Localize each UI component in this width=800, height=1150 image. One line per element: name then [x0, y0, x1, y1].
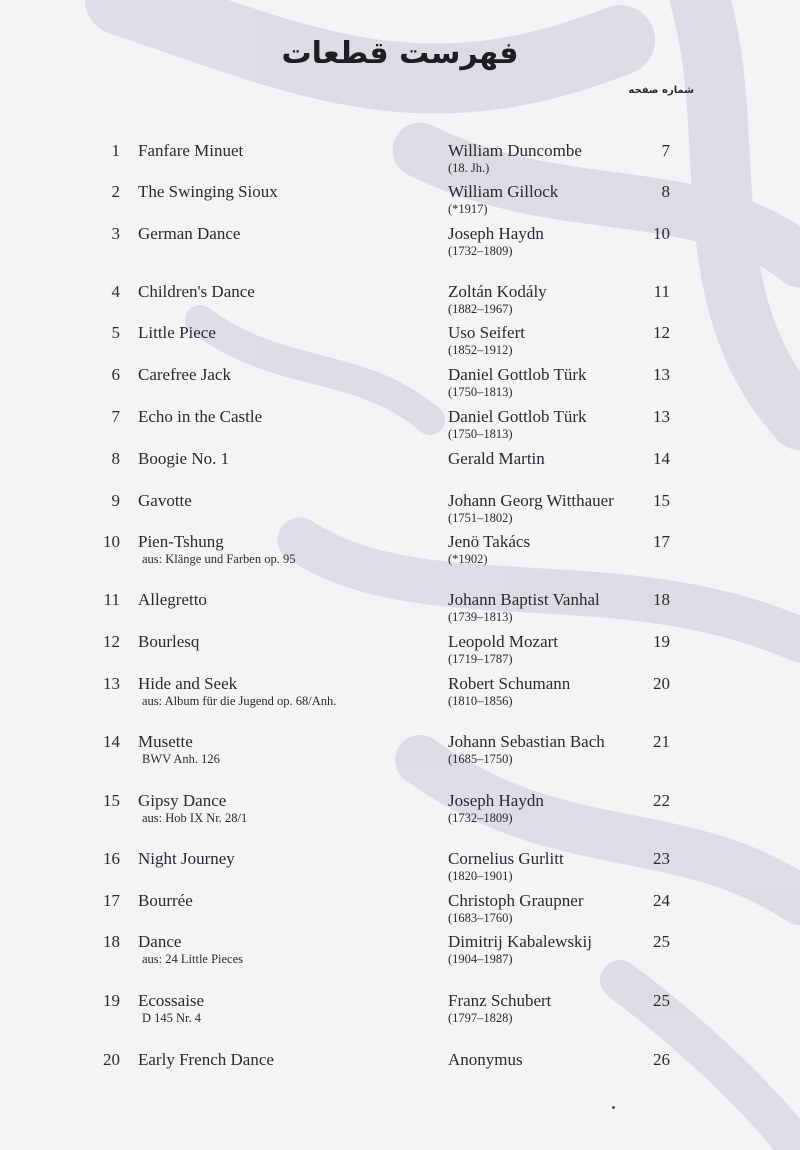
entry-title: Dance — [138, 932, 182, 951]
entry-composer: Daniel Gottlob Türk — [448, 365, 587, 384]
entry-composer: William Gillock — [448, 182, 559, 201]
toc-entry[interactable] — [0, 532, 800, 582]
entry-years: (1882–1967) — [448, 302, 513, 316]
entry-page: 12 — [653, 323, 670, 342]
entry-composer: Johann Baptist Vanhal — [448, 590, 600, 609]
entry-number: 6 — [111, 365, 120, 384]
entry-title: Allegretto — [138, 590, 207, 609]
entry-page: 15 — [653, 491, 670, 510]
entry-composer: Joseph Haydn — [448, 224, 544, 243]
toc-entry[interactable] — [0, 991, 800, 1041]
page-title: فهرست قطعات — [281, 36, 519, 71]
entry-title: Children's Dance — [138, 282, 255, 301]
toc-entry[interactable] — [0, 791, 800, 841]
entry-page: 13 — [653, 407, 670, 426]
toc-entry[interactable] — [0, 932, 800, 982]
entry-title: Musette — [138, 732, 193, 751]
entry-years: (1820–1901) — [448, 869, 513, 883]
entry-number: 13 — [103, 674, 120, 693]
entry-composer: Johann Georg Witthauer — [448, 491, 614, 510]
entry-number: 7 — [111, 407, 120, 426]
entry-title: Ecossaise — [138, 991, 205, 1010]
entry-page: 26 — [653, 1050, 670, 1069]
entry-number: 2 — [111, 182, 120, 201]
entry-years: (1750–1813) — [448, 385, 513, 399]
entry-title: Echo in the Castle — [138, 407, 263, 426]
page-column-header: شماره صفحه — [628, 85, 694, 96]
entry-composer: Uso Seifert — [448, 323, 525, 342]
entry-title: Early French Dance — [138, 1050, 274, 1069]
entry-years: (18. Jh.) — [448, 161, 490, 175]
toc-entry[interactable] — [0, 1050, 800, 1100]
entry-page: 22 — [653, 791, 670, 810]
entry-composer: Daniel Gottlob Türk — [448, 407, 587, 426]
entry-title: Carefree Jack — [138, 365, 231, 384]
entry-composer: Johann Sebastian Bach — [448, 732, 605, 751]
entry-title: Little Piece — [138, 323, 216, 342]
entry-subtitle: aus: Hob IX Nr. 28/1 — [142, 811, 248, 825]
entry-title: Hide and Seek — [138, 674, 238, 693]
entry-number: 15 — [103, 791, 120, 810]
toc-entry[interactable] — [0, 732, 800, 782]
page-speck — [612, 1106, 615, 1109]
toc-entry[interactable] — [0, 224, 800, 274]
entry-page: 17 — [653, 532, 670, 551]
entry-number: 11 — [103, 590, 120, 609]
entry-composer: Dimitrij Kabalewskij — [448, 932, 593, 951]
entry-years: (1732–1809) — [448, 811, 513, 825]
entry-years: (1904–1987) — [448, 952, 513, 966]
entry-number: 20 — [103, 1050, 120, 1069]
entry-years: (*1917) — [448, 202, 488, 216]
entry-years: (1685–1750) — [448, 752, 513, 766]
entry-title: German Dance — [138, 224, 241, 243]
entry-title: The Swinging Sioux — [138, 182, 278, 201]
entry-title: Gavotte — [138, 491, 192, 510]
entry-title: Bourlesq — [138, 632, 200, 651]
entry-composer: Leopold Mozart — [448, 632, 558, 651]
entry-years: (1810–1856) — [448, 694, 513, 708]
entry-subtitle: D 145 Nr. 4 — [142, 1011, 202, 1025]
entry-subtitle: aus: Klänge und Farben op. 95 — [142, 552, 296, 566]
entry-page: 23 — [653, 849, 670, 868]
entry-page: 25 — [653, 991, 670, 1010]
entry-number: 14 — [103, 732, 120, 751]
entry-number: 5 — [111, 323, 120, 342]
entry-title: Gipsy Dance — [138, 791, 227, 810]
entry-title: Bourrée — [138, 891, 193, 910]
entry-subtitle: aus: Album für die Jugend op. 68/Anh. — [142, 694, 337, 708]
entry-number: 3 — [111, 224, 120, 243]
entry-title: Night Journey — [138, 849, 235, 868]
entry-title: Boogie No. 1 — [138, 449, 230, 468]
entry-title: Fanfare Minuet — [138, 141, 244, 160]
entry-page: 11 — [653, 282, 670, 301]
entry-page: 10 — [653, 224, 670, 243]
entry-composer: Cornelius Gurlitt — [448, 849, 564, 868]
entry-composer: Gerald Martin — [448, 449, 545, 468]
entry-number: 12 — [103, 632, 120, 651]
entry-page: 7 — [661, 141, 670, 160]
entry-number: 1 — [111, 141, 120, 160]
entry-composer: Robert Schumann — [448, 674, 571, 693]
entry-page: 19 — [653, 632, 670, 651]
entry-composer: Anonymus — [448, 1050, 523, 1069]
entry-page: 18 — [653, 590, 670, 609]
entry-years: (1797–1828) — [448, 1011, 513, 1025]
entry-number: 19 — [103, 991, 120, 1010]
entry-page: 25 — [653, 932, 670, 951]
entry-years: (1750–1813) — [448, 427, 513, 441]
toc-entry[interactable] — [0, 674, 800, 724]
entry-number: 8 — [111, 449, 120, 468]
entry-composer: Jenö Takács — [448, 532, 531, 551]
entry-composer: Franz Schubert — [448, 991, 552, 1010]
entry-page: 13 — [653, 365, 670, 384]
entry-composer: Christoph Graupner — [448, 891, 584, 910]
entry-page: 20 — [653, 674, 670, 693]
entry-number: 4 — [111, 282, 120, 301]
entry-subtitle: aus: 24 Little Pieces — [142, 952, 244, 966]
entry-years: (1739–1813) — [448, 610, 513, 624]
entry-composer: William Duncombe — [448, 141, 582, 160]
entry-page: 24 — [653, 891, 670, 910]
entry-page: 8 — [661, 182, 670, 201]
entry-years: (1852–1912) — [448, 343, 513, 357]
entry-page: 14 — [653, 449, 670, 468]
entry-page: 21 — [653, 732, 670, 751]
entry-years: (1683–1760) — [448, 911, 513, 925]
entry-number: 17 — [103, 891, 120, 910]
entry-composer: Zoltán Kodály — [448, 282, 547, 301]
entry-years: (1751–1802) — [448, 511, 513, 525]
entry-years: (1719–1787) — [448, 652, 513, 666]
entry-years: (*1902) — [448, 552, 488, 566]
entry-years: (1732–1809) — [448, 244, 513, 258]
entry-number: 16 — [103, 849, 120, 868]
entry-number: 9 — [111, 491, 120, 510]
entry-composer: Joseph Haydn — [448, 791, 544, 810]
entry-number: 10 — [103, 532, 120, 551]
entry-title: Pien-Tshung — [138, 532, 224, 551]
entry-number: 18 — [103, 932, 120, 951]
entry-subtitle: BWV Anh. 126 — [142, 752, 220, 766]
